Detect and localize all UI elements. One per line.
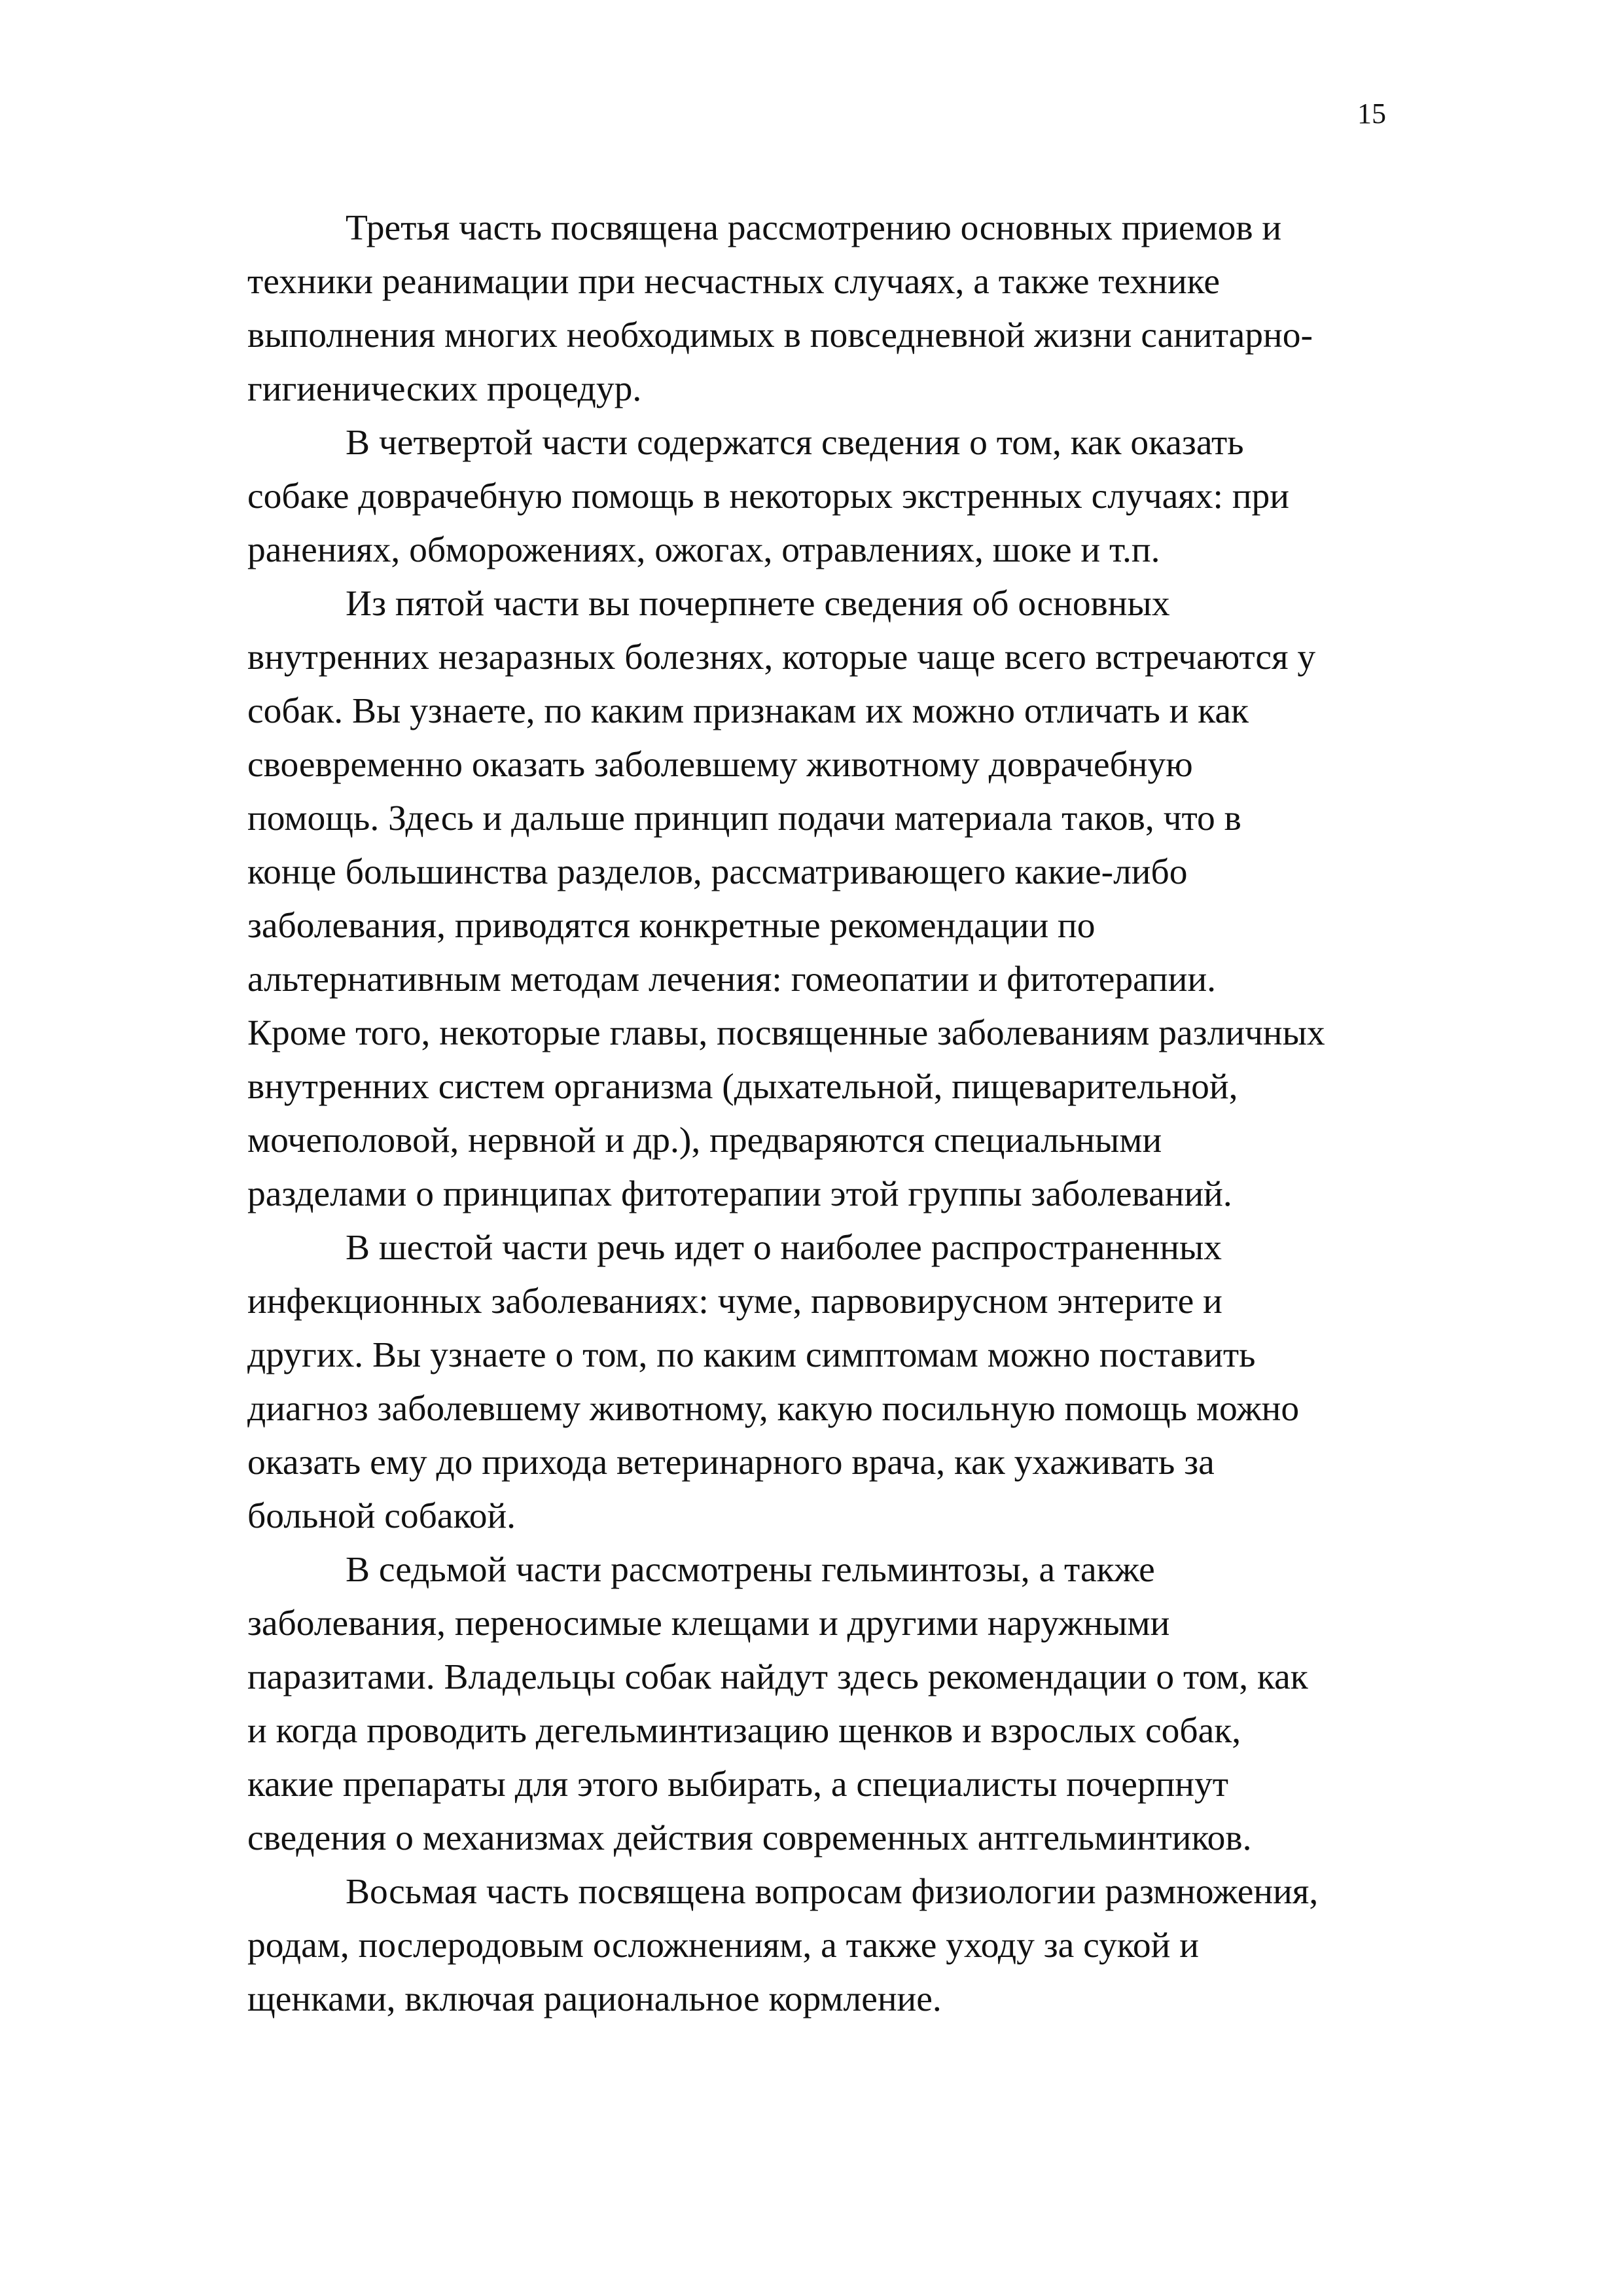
text-line: В шестой части речь идет о наиболее распространенных xyxy=(346,1228,1222,1268)
text-line: гигиенических процедур. xyxy=(247,369,642,409)
text-line: родам, послеродовым осложнениям, а также уходу за сукой и xyxy=(247,1926,1199,1965)
text-line: Из пятой части вы почерпнете сведения об основных xyxy=(346,584,1170,624)
text-line: В седьмой части рассмотрены гельминтозы, а также xyxy=(346,1550,1155,1590)
text-line: своевременно оказать заболевшему животному доврачебную xyxy=(247,745,1193,785)
text-line: внутренних систем организма (дыхательной, пищеварительной, xyxy=(247,1067,1238,1107)
text-line: инфекционных заболеваниях: чуме, парвовирусном энтерите и xyxy=(247,1282,1222,1321)
text-line: альтернативным методам лечения: гомеопатии и фитотерапии. xyxy=(247,960,1217,999)
paragraph xyxy=(247,416,1386,577)
text-line: выполнения многих необходимых в повседневной жизни санитарно- xyxy=(247,315,1313,355)
text-line: внутренних незаразных болезнях, которые чаще всего встречаются у xyxy=(247,637,1316,677)
text-line: собаке доврачебную помощь в некоторых экстренных случаях: при xyxy=(247,476,1289,516)
text-line: В четвертой части содержатся сведения о том, как оказать xyxy=(346,423,1244,463)
text-line: щенками, включая рациональное кормление. xyxy=(247,1979,942,2019)
text-line: Кроме того, некоторые главы, посвященные заболеваниям различных xyxy=(247,1013,1325,1053)
text-line: и когда проводить дегельминтизацию щенков и взрослых собак, xyxy=(247,1711,1241,1751)
paragraph xyxy=(247,202,1386,416)
text-column xyxy=(247,202,1386,2026)
text-line: заболевания, переносимые клещами и другими наружными xyxy=(247,1604,1170,1643)
text-line: техники реанимации при несчастных случаях, а также технике xyxy=(247,262,1220,302)
text-line: Восьмая часть посвящена вопросам физиологии размножения, xyxy=(346,1872,1319,1912)
text-line: какие препараты для этого выбирать, а специалисты почерпнут xyxy=(247,1765,1229,1804)
text-line: других. Вы узнаете о том, по каким симптомам можно поставить xyxy=(247,1335,1256,1375)
text-line: ранениях, обморожениях, ожогах, отравлениях, шоке и т.п. xyxy=(247,530,1160,570)
paragraph xyxy=(247,1865,1386,2026)
page-number: 15 xyxy=(1357,98,1386,130)
text-line: конце большинства разделов, рассматривающего какие-либо xyxy=(247,852,1188,892)
text-line: оказать ему до прихода ветеринарного врача, как ухаживать за xyxy=(247,1443,1215,1482)
paragraph xyxy=(247,577,1386,1221)
text-line: паразитами. Владельцы собак найдут здесь рекомендации о том, как xyxy=(247,1657,1308,1697)
text-line: Третья часть посвящена рассмотрению основных приемов и xyxy=(346,208,1282,248)
text-line: помощь. Здесь и дальше принцип подачи материала таков, что в xyxy=(247,798,1241,838)
text-line: заболевания, приводятся конкретные рекомендации по xyxy=(247,906,1096,946)
text-line: больной собакой. xyxy=(247,1496,516,1536)
text-line: мочеполовой, нервной и др.), предваряются специальными xyxy=(247,1121,1162,1160)
text-line: разделами о принципах фитотерапии этой группы заболеваний. xyxy=(247,1174,1232,1214)
paragraph xyxy=(247,1221,1386,1543)
paragraph xyxy=(247,1543,1386,1865)
text-line: диагноз заболевшему животному, какую посильную помощь можно xyxy=(247,1389,1300,1429)
text-line: сведения о механизмах действия современных антгельминтиков. xyxy=(247,1818,1252,1858)
text-line: собак. Вы узнаете, по каким признакам их можно отличать и как xyxy=(247,691,1249,731)
